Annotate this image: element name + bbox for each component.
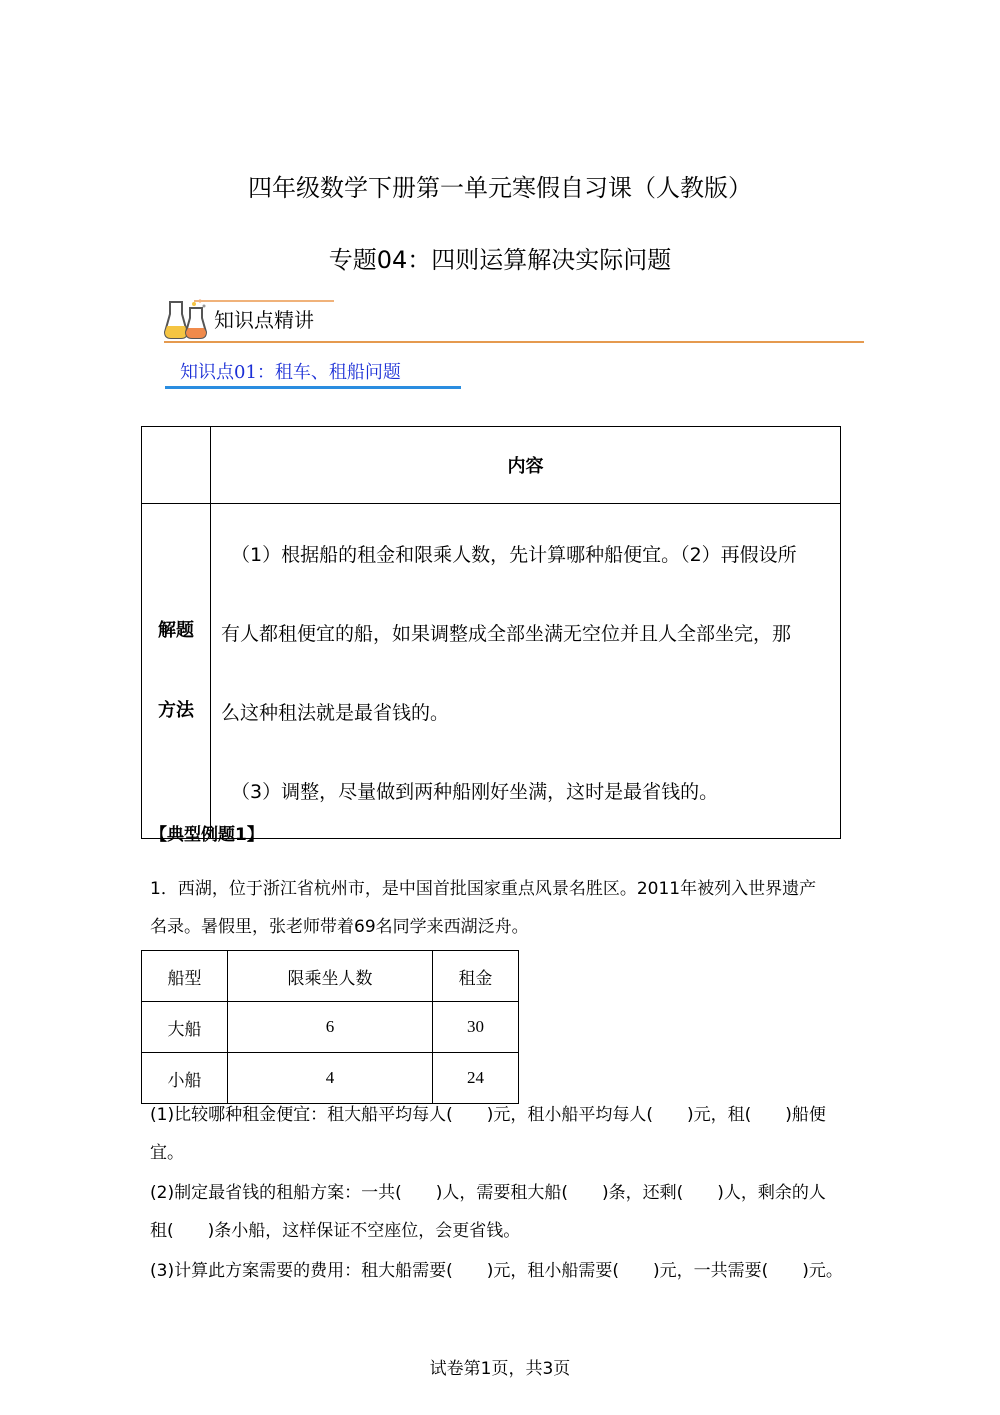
- row-label-line-1: 解题: [158, 620, 194, 641]
- document-title: 四年级数学下册第一单元寒假自习课（人教版）: [248, 174, 752, 202]
- row-label-line-2: 方法: [158, 700, 194, 721]
- document-subtitle: 专题04：四则运算解决实际问题: [328, 246, 672, 274]
- method-table: [141, 426, 841, 839]
- sub-question-1-line-1: (1)比较哪种租金便宜：租大船平均每人( )元，租小船平均每人( )元，租( )船便: [150, 1105, 826, 1125]
- sub-question-2-line-2: 租( )条小船，这样保证不空座位，会更省钱。: [150, 1221, 521, 1241]
- boat-table-header-cell: 限乘坐人数: [228, 951, 433, 1002]
- boat-type-cell: 小船: [142, 1053, 228, 1104]
- question-text: [150, 870, 850, 946]
- knowledge-point-title: 知识点01：租车、租船问题: [180, 362, 401, 383]
- example-title: 【典型例题1】: [150, 825, 264, 845]
- capacity-cell: 6: [228, 1002, 433, 1053]
- sub-question-2-line-1: (2)制定最省钱的租船方案：一共( )人，需要租大船( )条，还剩( )人，剩余的人: [150, 1183, 826, 1203]
- method-table-corner-cell: [142, 427, 211, 504]
- capacity-cell: 4: [228, 1053, 433, 1104]
- boat-table-header-cell: 租金: [432, 951, 518, 1002]
- method-line-3: 么这种租法就是最省钱的。: [221, 702, 450, 724]
- table-row: [142, 1002, 519, 1053]
- sub-question-3: [150, 1252, 860, 1290]
- boat-table-header-cell: 船型: [142, 951, 228, 1002]
- section-divider: [164, 341, 864, 343]
- section-header-top-line: [194, 300, 334, 302]
- method-table-row-label: [142, 504, 211, 839]
- section-header: [164, 296, 864, 346]
- rent-cell: 24: [432, 1053, 518, 1104]
- rent-cell: 30: [432, 1002, 518, 1053]
- method-line-4: （3）调整，尽量做到两种船刚好坐满，这时是最省钱的。: [231, 781, 719, 803]
- sub-question-1: [150, 1096, 860, 1172]
- method-table-content: [211, 504, 841, 839]
- sub-question-3-line-1: (3)计算此方案需要的费用：租大船需要( )元，租小船需要( )元，一共需要( )元。: [150, 1261, 843, 1281]
- boat-table: [141, 950, 519, 1104]
- question-line-1: 1．西湖，位于浙江省杭州市，是中国首批国家重点风景名胜区。2011年被列入世界遗产: [150, 879, 817, 899]
- sub-question-1-line-2: 宜。: [150, 1143, 184, 1163]
- question-line-2: 名录。暑假里，张老师带着69名同学来西湖泛舟。: [150, 917, 529, 937]
- knowledge-point-underline: [165, 386, 461, 389]
- flask-icon: [164, 298, 212, 340]
- method-line-2: 有人都租便宜的船，如果调整成全部坐满无空位并且人全部坐完，那: [221, 623, 792, 645]
- method-table-header: 内容: [211, 427, 841, 504]
- boat-type-cell: 大船: [142, 1002, 228, 1053]
- section-label: 知识点精讲: [214, 308, 314, 332]
- method-line-1: （1）根据船的租金和限乘人数，先计算哪种船便宜。（2）再假设所: [231, 544, 797, 566]
- sub-question-2: [150, 1174, 860, 1250]
- boat-table-header-row: [142, 951, 519, 1002]
- page-footer: 试卷第1页，共3页: [429, 1359, 571, 1379]
